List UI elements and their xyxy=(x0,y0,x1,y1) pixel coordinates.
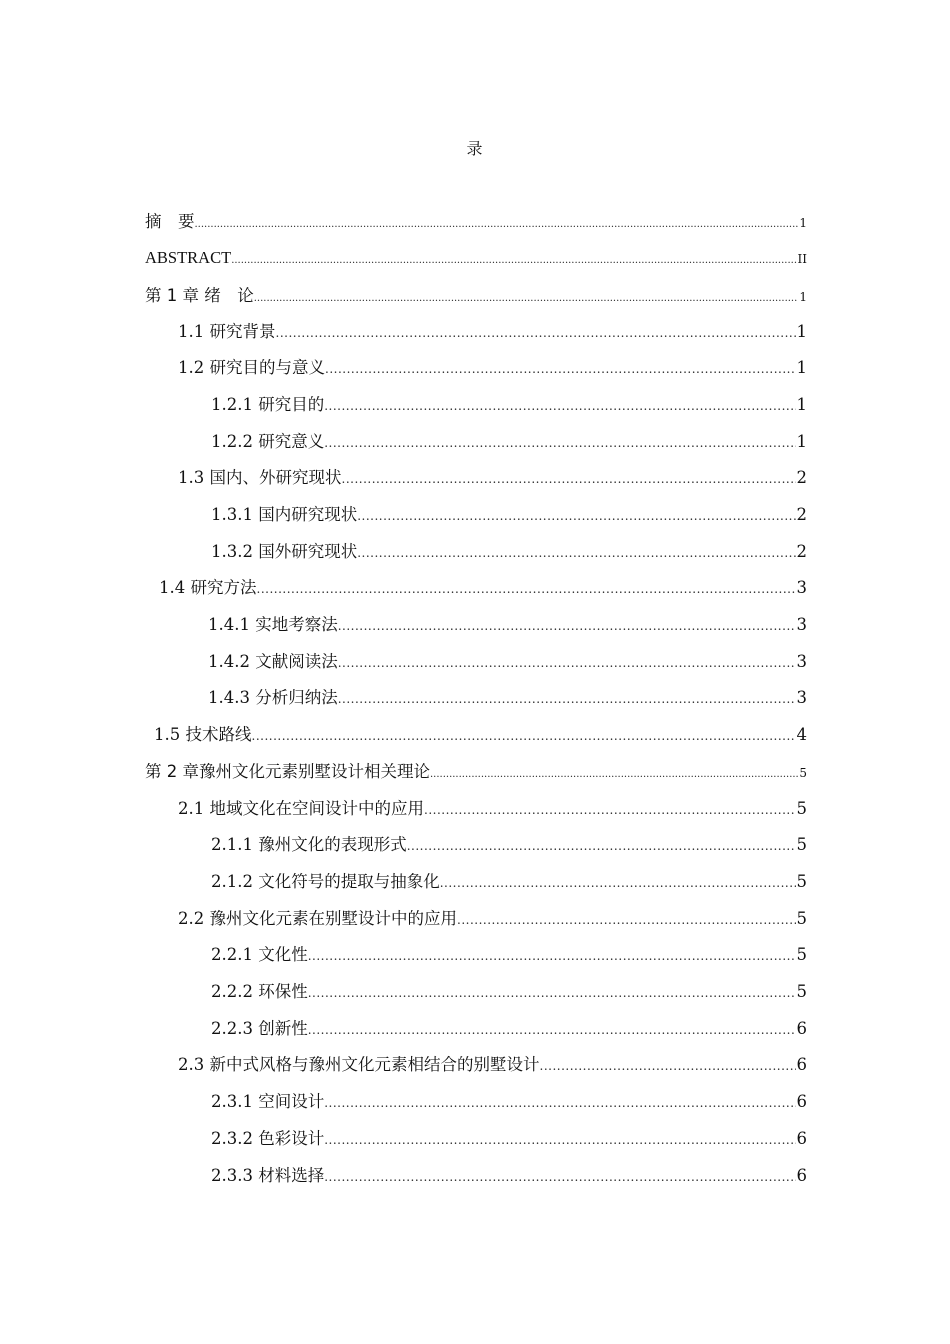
toc-leader xyxy=(257,577,796,601)
toc-entry-text: 1.3 国内、外研究现状 xyxy=(178,468,342,487)
toc-entry-text: 2.2 豫州文化元素在别墅设计中的应用 xyxy=(178,909,457,928)
toc-page-number: 1 xyxy=(799,216,807,230)
toc-page-number: 1 xyxy=(796,432,807,451)
toc-page-number: 5 xyxy=(796,835,807,854)
toc-page-number: II xyxy=(797,252,807,266)
toc-leader xyxy=(324,1128,795,1152)
toc-leader xyxy=(276,321,796,345)
toc-page-number: 5 xyxy=(796,872,807,891)
toc-entry-text: 2.2.1 文化性 xyxy=(211,945,308,964)
toc-leader xyxy=(195,213,799,237)
toc-page-number: 5 xyxy=(796,909,807,928)
toc-page-number: 2 xyxy=(796,505,807,524)
toc-entry-chapter-1[interactable] xyxy=(145,284,807,308)
toc-leader xyxy=(254,287,799,311)
toc-entry-2-3[interactable] xyxy=(178,1053,807,1077)
toc-page-number: 6 xyxy=(796,1166,807,1185)
toc-entry-chapter-2[interactable] xyxy=(145,760,807,784)
toc-leader xyxy=(308,981,796,1005)
toc-page-number: 3 xyxy=(796,615,807,634)
toc-entry-2-2-1[interactable] xyxy=(211,943,807,967)
toc-entry-text: 2.1.2 文化符号的提取与抽象化 xyxy=(211,872,440,891)
toc-page-number: 5 xyxy=(796,982,807,1001)
toc-entry-2-2[interactable] xyxy=(178,907,807,931)
toc-leader xyxy=(540,1054,796,1078)
toc-entry-text: 2.3.2 色彩设计 xyxy=(211,1129,325,1148)
toc-entry-text: 1.5 技术路线 xyxy=(154,725,252,744)
toc-leader xyxy=(324,1091,795,1115)
toc-page-number: 6 xyxy=(796,1129,807,1148)
toc-entry-text: 1.4 研究方法 xyxy=(159,578,257,597)
toc-page-number: 6 xyxy=(796,1092,807,1111)
toc-entry-1-3[interactable] xyxy=(178,466,807,490)
toc-entry-2-2-3[interactable] xyxy=(211,1017,807,1041)
toc-entry-2-1[interactable] xyxy=(178,797,807,821)
toc-entry-abstract-cn[interactable] xyxy=(145,210,807,234)
toc-page-number: 6 xyxy=(796,1055,807,1074)
toc-entry-text: 2.3 新中式风格与豫州文化元素相结合的别墅设计 xyxy=(178,1055,540,1074)
toc-entry-text: 2.2.3 创新性 xyxy=(211,1019,308,1038)
toc-entry-text: 1.3.2 国外研究现状 xyxy=(211,542,358,561)
toc-entry-1-1[interactable] xyxy=(178,320,807,344)
toc-entry-1-3-2[interactable] xyxy=(211,540,807,564)
toc-page-number: 1 xyxy=(796,322,807,341)
toc-leader xyxy=(324,431,795,455)
toc-entry-text: 1.2.2 研究意义 xyxy=(211,432,325,451)
toc-page-number: 1 xyxy=(799,290,807,304)
toc-entry-text: 1.4.3 分析归纳法 xyxy=(208,688,338,707)
toc-leader xyxy=(324,1165,795,1189)
toc-leader xyxy=(424,798,796,822)
toc-leader xyxy=(338,687,796,711)
toc-entry-text: 1.2 研究目的与意义 xyxy=(178,358,325,377)
toc-entry-text: 第 2 章豫州文化元素别墅设计相关理论 xyxy=(145,762,430,781)
toc-leader xyxy=(430,763,798,787)
toc-leader xyxy=(457,908,796,932)
toc-entry-1-4[interactable] xyxy=(159,576,807,600)
toc-page-number: 2 xyxy=(796,542,807,561)
toc-page-number: 5 xyxy=(799,766,807,780)
toc-leader xyxy=(357,504,795,528)
toc-entry-1-4-2[interactable] xyxy=(208,650,807,674)
toc-leader xyxy=(357,541,795,565)
toc-entry-text: 2.3.3 材料选择 xyxy=(211,1166,325,1185)
toc-page-number: 1 xyxy=(796,358,807,377)
toc-entry-text: 1.2.1 研究目的 xyxy=(211,395,325,414)
toc-entry-1-4-1[interactable] xyxy=(208,613,807,637)
toc-entry-text: 1.4.2 文献阅读法 xyxy=(208,652,338,671)
toc-entry-2-3-3[interactable] xyxy=(211,1164,807,1188)
toc-leader xyxy=(324,394,795,418)
toc-entry-text: 2.2.2 环保性 xyxy=(211,982,308,1001)
toc-entry-text: 2.1 地域文化在空间设计中的应用 xyxy=(178,799,424,818)
toc-entry-text: 摘 要 xyxy=(145,212,195,231)
toc-entry-text: 第 1 章 绪 论 xyxy=(145,286,254,305)
toc-entry-2-1-2[interactable] xyxy=(211,870,807,894)
toc-entry-text: 1.4.1 实地考察法 xyxy=(208,615,338,634)
toc-page-number: 4 xyxy=(796,725,807,744)
toc-leader xyxy=(308,944,796,968)
toc-leader xyxy=(407,834,796,858)
toc-leader xyxy=(338,614,796,638)
toc-entry-1-5[interactable] xyxy=(154,723,807,747)
toc-page-number: 3 xyxy=(796,688,807,707)
toc-leader xyxy=(231,249,796,273)
toc-entry-text: 2.3.1 空间设计 xyxy=(211,1092,325,1111)
toc-leader xyxy=(308,1018,796,1042)
toc-entry-text: ABSTRACT xyxy=(145,248,232,267)
toc-page-number: 2 xyxy=(796,468,807,487)
toc-leader xyxy=(342,467,796,491)
toc-page-number: 5 xyxy=(796,945,807,964)
toc-entry-1-2-1[interactable] xyxy=(211,393,807,417)
toc-page-number: 1 xyxy=(796,395,807,414)
toc-entry-2-1-1[interactable] xyxy=(211,833,807,857)
toc-entry-1-2[interactable] xyxy=(178,356,807,380)
toc-entry-1-4-3[interactable] xyxy=(208,686,807,710)
toc-entry-2-2-2[interactable] xyxy=(211,980,807,1004)
toc-leader xyxy=(338,651,796,675)
toc-page-number: 5 xyxy=(796,799,807,818)
toc-leader xyxy=(325,357,796,381)
toc-page-number: 3 xyxy=(796,652,807,671)
toc-page-number: 6 xyxy=(796,1019,807,1038)
toc-entry-1-2-2[interactable] xyxy=(211,430,807,454)
toc-entry-2-3-1[interactable] xyxy=(211,1090,807,1114)
toc-entry-abstract-en[interactable] xyxy=(145,246,807,270)
toc-page-number: 3 xyxy=(796,578,807,597)
toc-entry-text: 1.3.1 国内研究现状 xyxy=(211,505,358,524)
toc-entry-1-3-1[interactable] xyxy=(211,503,807,527)
toc-entry-text: 2.1.1 豫州文化的表现形式 xyxy=(211,835,407,854)
toc-leader xyxy=(252,724,796,748)
page-title: 录 xyxy=(466,139,484,158)
toc-entry-2-3-2[interactable] xyxy=(211,1127,807,1151)
toc-leader xyxy=(440,871,796,895)
toc-entry-text: 1.1 研究背景 xyxy=(178,322,276,341)
